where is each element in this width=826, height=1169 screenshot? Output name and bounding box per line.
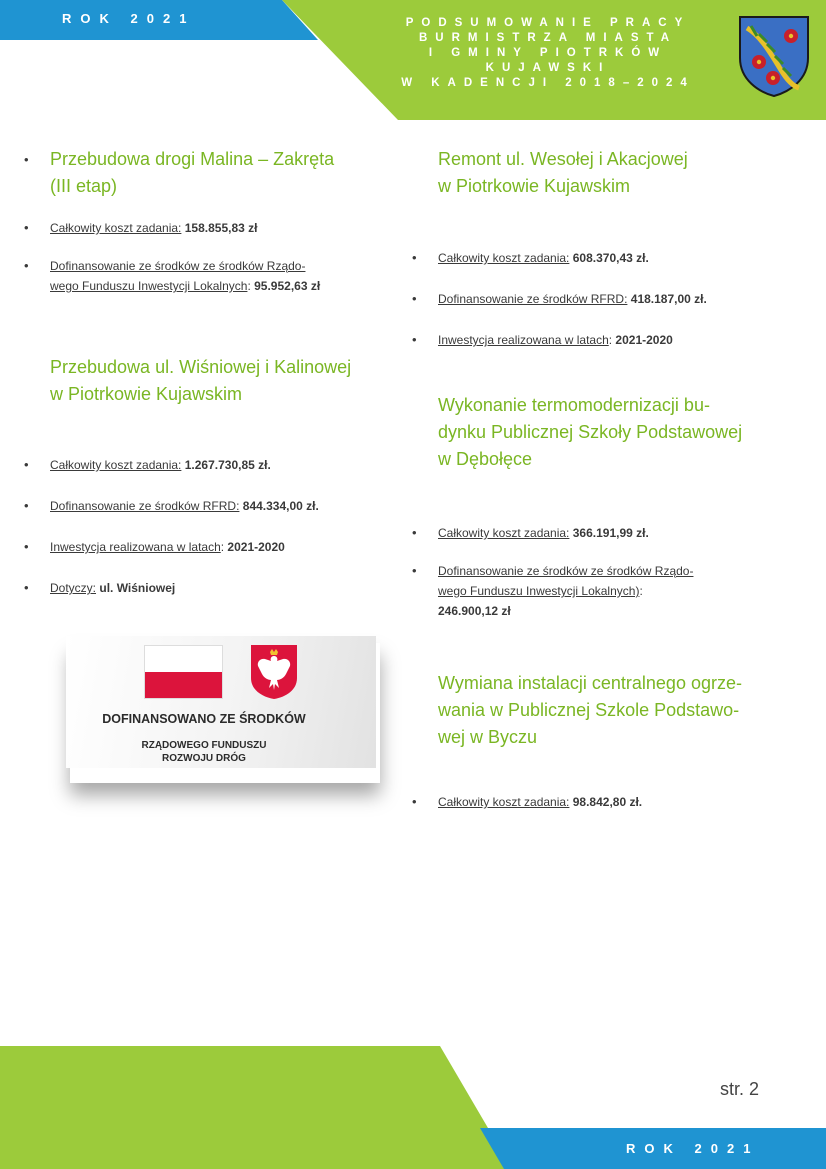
- list-item: [412, 792, 802, 812]
- item-label: Całkowity koszt zadania:: [50, 221, 182, 235]
- section-title: [412, 670, 802, 751]
- list-item: [24, 537, 384, 557]
- section-title-line: Wymiana instalacji centralnego ogrze-: [438, 673, 742, 693]
- header-title-line: BURMISTRZA MIASTA: [418, 32, 677, 44]
- list-item: [24, 496, 384, 516]
- section-title-line: w Piotrkowie Kujawskim: [438, 176, 631, 196]
- page-number: str. 2: [720, 1079, 760, 1099]
- right-section-wesola: [412, 146, 802, 350]
- detail-list: [24, 455, 384, 598]
- item-label: Całkowity koszt zadania:: [438, 795, 570, 809]
- list-item: [412, 330, 802, 350]
- detail-list: [412, 792, 802, 812]
- badge-subheading-line: ROZWOJU DRÓG: [162, 753, 246, 764]
- detail-list: [412, 523, 802, 621]
- badge-heading: DOFINANSOWANO ZE ŚRODKÓW: [102, 712, 306, 726]
- list-item: [412, 248, 802, 268]
- header-title-line: I GMINY PIOTRKÓW: [428, 47, 668, 59]
- item-label: Całkowity koszt zadania:: [438, 251, 570, 265]
- item-label: Inwestycja realizowana w latach: [50, 540, 221, 554]
- section-title-line: Przebudowa ul. Wiśniowej i Kalinowej: [50, 357, 352, 377]
- item-value: 158.855,83 zł: [184, 221, 258, 235]
- item-label: Inwestycja realizowana w latach: [438, 333, 609, 347]
- item-value: 366.191,99 zł.: [572, 526, 649, 540]
- polish-flag-icon: [144, 645, 223, 699]
- item-label: wego Funduszu Inwestycji Lokalnych): [438, 584, 640, 598]
- footer-green-shape: [0, 1046, 512, 1169]
- item-label: Dofinansowanie ze środków ze środków Rządo-: [50, 259, 306, 273]
- list-item: [24, 256, 384, 296]
- section-title-line: dynku Publicznej Szkoły Podstawowej: [438, 422, 743, 442]
- section-title-line: w Piotrkowie Kujawskim: [50, 384, 243, 404]
- item-label: Całkowity koszt zadania:: [438, 526, 570, 540]
- detail-list: [412, 248, 802, 350]
- item-separator: :: [220, 540, 228, 554]
- list-item: [24, 218, 384, 238]
- section-title-line: Przebudowa drogi Malina – Zakręta: [50, 149, 335, 169]
- item-label: Dotyczy:: [50, 581, 97, 595]
- section-title: [412, 146, 802, 200]
- header-title: [378, 16, 718, 91]
- section-title-line: Wykonanie termomodernizacji bu-: [438, 395, 710, 415]
- section-title-line: wania w Publicznej Szkole Podstawo-: [438, 700, 740, 720]
- right-section-debolecka: [412, 392, 802, 621]
- list-item: [412, 523, 802, 543]
- item-separator: :: [608, 333, 616, 347]
- badge-subheading-line: RZĄDOWEGO FUNDUSZU: [141, 740, 267, 751]
- funding-badge: [66, 636, 376, 768]
- item-value: 95.952,63 zł: [254, 279, 321, 293]
- section-title: [24, 146, 384, 200]
- polish-eagle-emblem-icon: [250, 644, 298, 700]
- left-section-wisniowa: [24, 354, 384, 598]
- coat-of-arms-icon: [737, 14, 811, 98]
- item-value: ul. Wiśniowej: [99, 581, 176, 595]
- item-value: 844.334,00 zł.: [242, 499, 319, 513]
- right-section-bycz: [412, 670, 802, 812]
- item-value: 418.187,00 zł.: [630, 292, 707, 306]
- section-title-line: w Dębołęce: [438, 449, 533, 469]
- header-year: ROK 2021: [62, 11, 196, 26]
- header-title-line: KUJAWSKI: [485, 62, 611, 74]
- section-title-line: wej w Byczu: [438, 727, 538, 747]
- footer-year: ROK 2021: [626, 1141, 760, 1156]
- item-value: 608.370,43 zł.: [572, 251, 649, 265]
- item-label: Dofinansowanie ze środków ze środków Rządo-: [438, 564, 694, 578]
- item-value: 98.842,80 zł.: [572, 795, 643, 809]
- badge-subheading: [66, 739, 342, 765]
- item-separator: :: [247, 279, 255, 293]
- item-label: wego Funduszu Inwestycji Lokalnych: [50, 279, 248, 293]
- item-label: Dofinansowanie ze środków RFRD:: [438, 292, 628, 306]
- section-title: [412, 392, 802, 473]
- item-value: 1.267.730,85 zł.: [184, 458, 271, 472]
- item-value: 246.900,12 zł: [438, 604, 511, 618]
- list-item: [412, 289, 802, 309]
- detail-list: [24, 218, 384, 296]
- list-item: [412, 561, 802, 621]
- flag-red-stripe: [145, 672, 222, 698]
- item-label: Całkowity koszt zadania:: [50, 458, 182, 472]
- section-title: [24, 354, 384, 408]
- header-title-line: W KADENCJI 2018–2024: [401, 77, 695, 89]
- bullet: •: [24, 152, 29, 167]
- item-separator: :: [639, 584, 643, 598]
- item-value: 2021-2020: [227, 540, 285, 554]
- section-title-line: Remont ul. Wesołej i Akacjowej: [438, 149, 688, 169]
- list-item: [24, 578, 384, 598]
- item-label: Dofinansowanie ze środków RFRD:: [50, 499, 240, 513]
- flag-white-stripe: [145, 646, 222, 672]
- item-value: 2021-2020: [615, 333, 673, 347]
- header-title-line: PODSUMOWANIE PRACY: [405, 17, 691, 29]
- list-item: [24, 455, 384, 475]
- section-title-line: (III etap): [50, 176, 118, 196]
- left-section-malina: [24, 146, 384, 296]
